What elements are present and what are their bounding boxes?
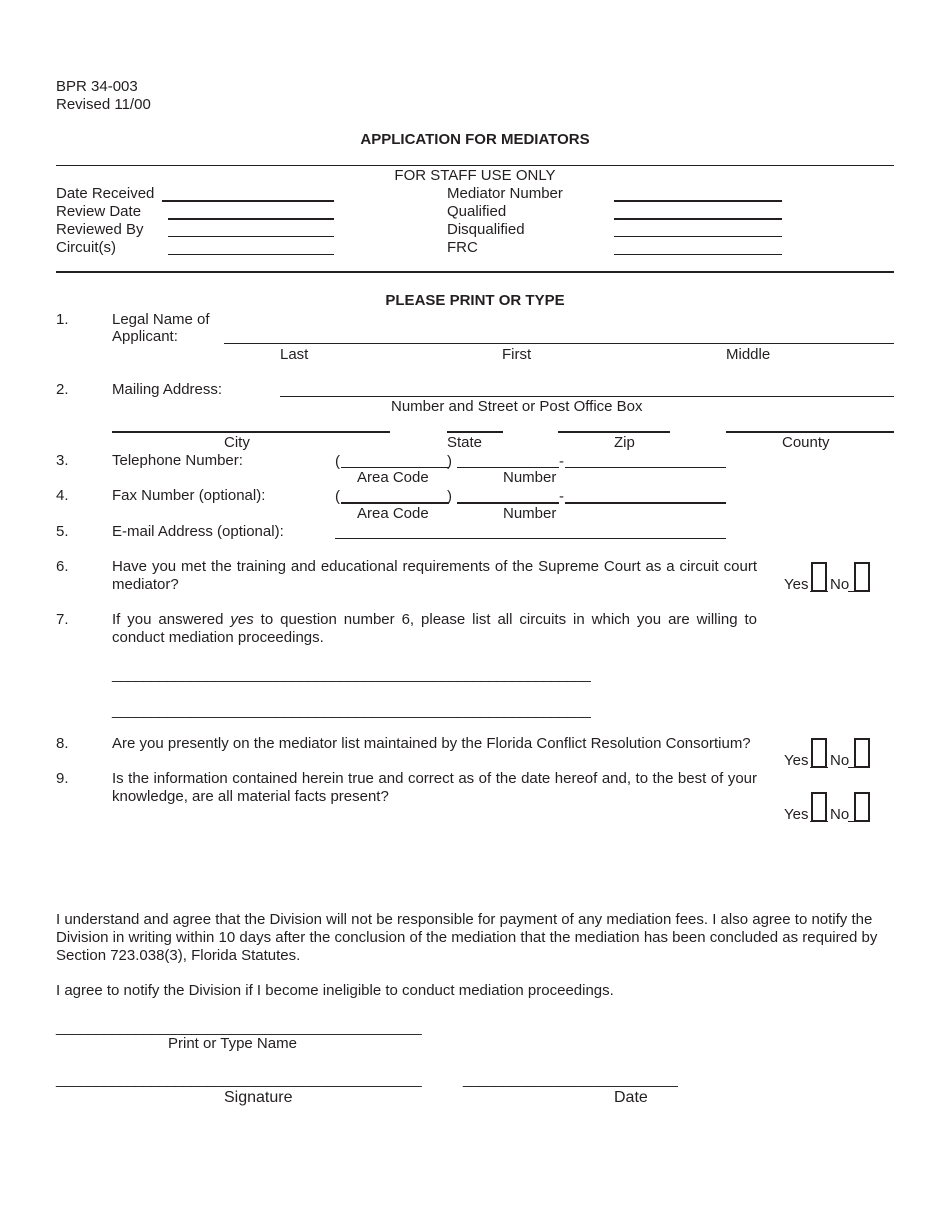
state-field[interactable] — [447, 431, 503, 433]
mediator-number-field[interactable] — [614, 200, 782, 202]
paren-open: ( — [335, 488, 340, 505]
phone-area-code-label: Area Code — [357, 469, 429, 486]
paren-close: ) — [447, 488, 452, 505]
q7-text-yes: yes — [230, 611, 254, 628]
paren-open: ( — [335, 453, 340, 470]
legal-name-field[interactable] — [224, 343, 894, 344]
q8-yes-checkbox[interactable] — [811, 738, 827, 768]
zip-label: Zip — [614, 434, 635, 451]
q9-no-label: No — [830, 806, 850, 823]
middle-name-label: Middle — [726, 346, 771, 363]
q8-no-checkbox[interactable] — [854, 738, 870, 768]
qualified-label: Qualified — [447, 203, 507, 220]
signature-label: Signature — [224, 1089, 293, 1106]
street-field[interactable] — [280, 396, 894, 397]
q6-yes-checkbox[interactable] — [811, 562, 827, 592]
first-name-label: First — [502, 346, 532, 363]
frc-label: FRC — [447, 239, 478, 256]
divider — [56, 165, 894, 166]
dash: - — [559, 488, 564, 505]
state-label: State — [447, 434, 483, 451]
signature-field[interactable]: ______________________________________________ — [56, 1071, 422, 1088]
q7-text-after: to question number 6, please list all circuits in which you are willing to conduct mediation proceedings. — [112, 611, 757, 646]
city-field[interactable] — [112, 431, 390, 433]
mediator-number-label: Mediator Number — [447, 185, 563, 202]
q1-number: 1. — [56, 311, 69, 328]
q8-yes-label: Yes — [784, 752, 809, 769]
q6-no-checkbox[interactable] — [854, 562, 870, 592]
date-field[interactable]: ___________________________ — [463, 1071, 678, 1088]
divider — [56, 271, 894, 273]
email-field[interactable] — [335, 538, 726, 539]
form-id: BPR 34-003 — [56, 78, 138, 95]
fax-label: Fax Number (optional): — [112, 487, 266, 504]
email-label: E-mail Address (optional): — [112, 523, 284, 540]
fax-area-code-field[interactable] — [341, 502, 449, 504]
reviewed-by-field[interactable] — [168, 236, 334, 237]
q6-number: 6. — [56, 558, 69, 575]
q9-yes-checkbox[interactable] — [811, 792, 827, 822]
print-name-field[interactable]: ______________________________________________ — [56, 1019, 422, 1036]
date-label: Date — [614, 1089, 648, 1106]
last-name-label: Last — [280, 346, 309, 363]
street-label: Number and Street or Post Office Box — [391, 398, 643, 415]
fax-number-field[interactable] — [565, 502, 726, 504]
staff-heading: FOR STAFF USE ONLY — [394, 167, 556, 184]
fax-number-label: Number — [503, 505, 557, 522]
disqualified-label: Disqualified — [447, 221, 525, 238]
page-title: APPLICATION FOR MEDIATORS — [360, 131, 590, 148]
phone-number-label: Number — [503, 469, 557, 486]
mailing-address-label: Mailing Address: — [112, 381, 223, 398]
q2-number: 2. — [56, 381, 69, 398]
date-received-field[interactable] — [162, 200, 334, 202]
county-label: County — [782, 434, 830, 451]
q8-text: Are you presently on the mediator list maintained by the Florida Conflict Resolution Consortium? — [112, 735, 751, 752]
q6-yes-label: Yes — [784, 576, 809, 593]
telephone-label: Telephone Number: — [112, 452, 243, 469]
q3-number: 3. — [56, 452, 69, 469]
county-field[interactable] — [726, 431, 894, 433]
review-date-field[interactable] — [168, 218, 334, 220]
phone-area-code-field[interactable] — [341, 467, 449, 468]
q8-no-label: No — [830, 752, 850, 769]
q1-label-line1: Legal Name of — [112, 311, 210, 328]
disqualified-field[interactable] — [614, 236, 782, 237]
q9-yes-label: Yes — [784, 806, 809, 823]
agreement-paragraph-1: I understand and agree that the Division will not be responsible for payment of any mediation fees. I also agree to notify the Division in writing within 10 days after the conclusion of the mediation that the mediation has been concluded as required by Section 723.038(3), Florida Statutes. — [56, 911, 878, 964]
fax-area-code-label: Area Code — [357, 505, 429, 522]
circuits-label: Circuit(s) — [56, 239, 116, 256]
print-heading: PLEASE PRINT OR TYPE — [385, 292, 565, 309]
dash: - — [559, 453, 564, 470]
circuits-list-field-1[interactable]: _____________________________________________________________ — [112, 666, 591, 683]
revised-date: Revised 11/00 — [56, 96, 151, 113]
zip-field[interactable] — [558, 431, 670, 433]
date-received-label: Date Received — [56, 185, 155, 202]
fax-prefix-field[interactable] — [457, 502, 559, 504]
phone-number-field[interactable] — [565, 467, 726, 468]
q5-number: 5. — [56, 523, 69, 540]
q8-number: 8. — [56, 735, 69, 752]
circuits-field[interactable] — [168, 254, 334, 255]
circuits-list-field-2[interactable]: _____________________________________________________________ — [112, 702, 591, 719]
q1-label-line2: Applicant: — [112, 328, 178, 345]
reviewed-by-label: Reviewed By — [56, 221, 144, 238]
q9-no-checkbox[interactable] — [854, 792, 870, 822]
phone-prefix-field[interactable] — [457, 467, 559, 468]
paren-close: ) — [447, 453, 452, 470]
q9-text: Is the information contained herein true and correct as of the date hereof and, to the best of your knowledge, are all material facts present? — [112, 770, 757, 805]
city-label: City — [224, 434, 250, 451]
review-date-label: Review Date — [56, 203, 142, 220]
frc-field[interactable] — [614, 254, 782, 255]
q7-text-before: If you answered — [112, 611, 231, 628]
agreement-paragraph-2: I agree to notify the Division if I become ineligible to conduct mediation proceedings. — [56, 982, 614, 999]
q7-text — [112, 611, 757, 647]
q9-number: 9. — [56, 770, 69, 787]
qualified-field[interactable] — [614, 218, 782, 220]
q6-text: Have you met the training and educational requirements of the Supreme Court as a circuit court mediator? — [112, 558, 757, 593]
q4-number: 4. — [56, 487, 69, 504]
q6-no-label: No — [830, 576, 850, 593]
print-name-label: Print or Type Name — [168, 1035, 297, 1052]
q7-number: 7. — [56, 611, 69, 628]
